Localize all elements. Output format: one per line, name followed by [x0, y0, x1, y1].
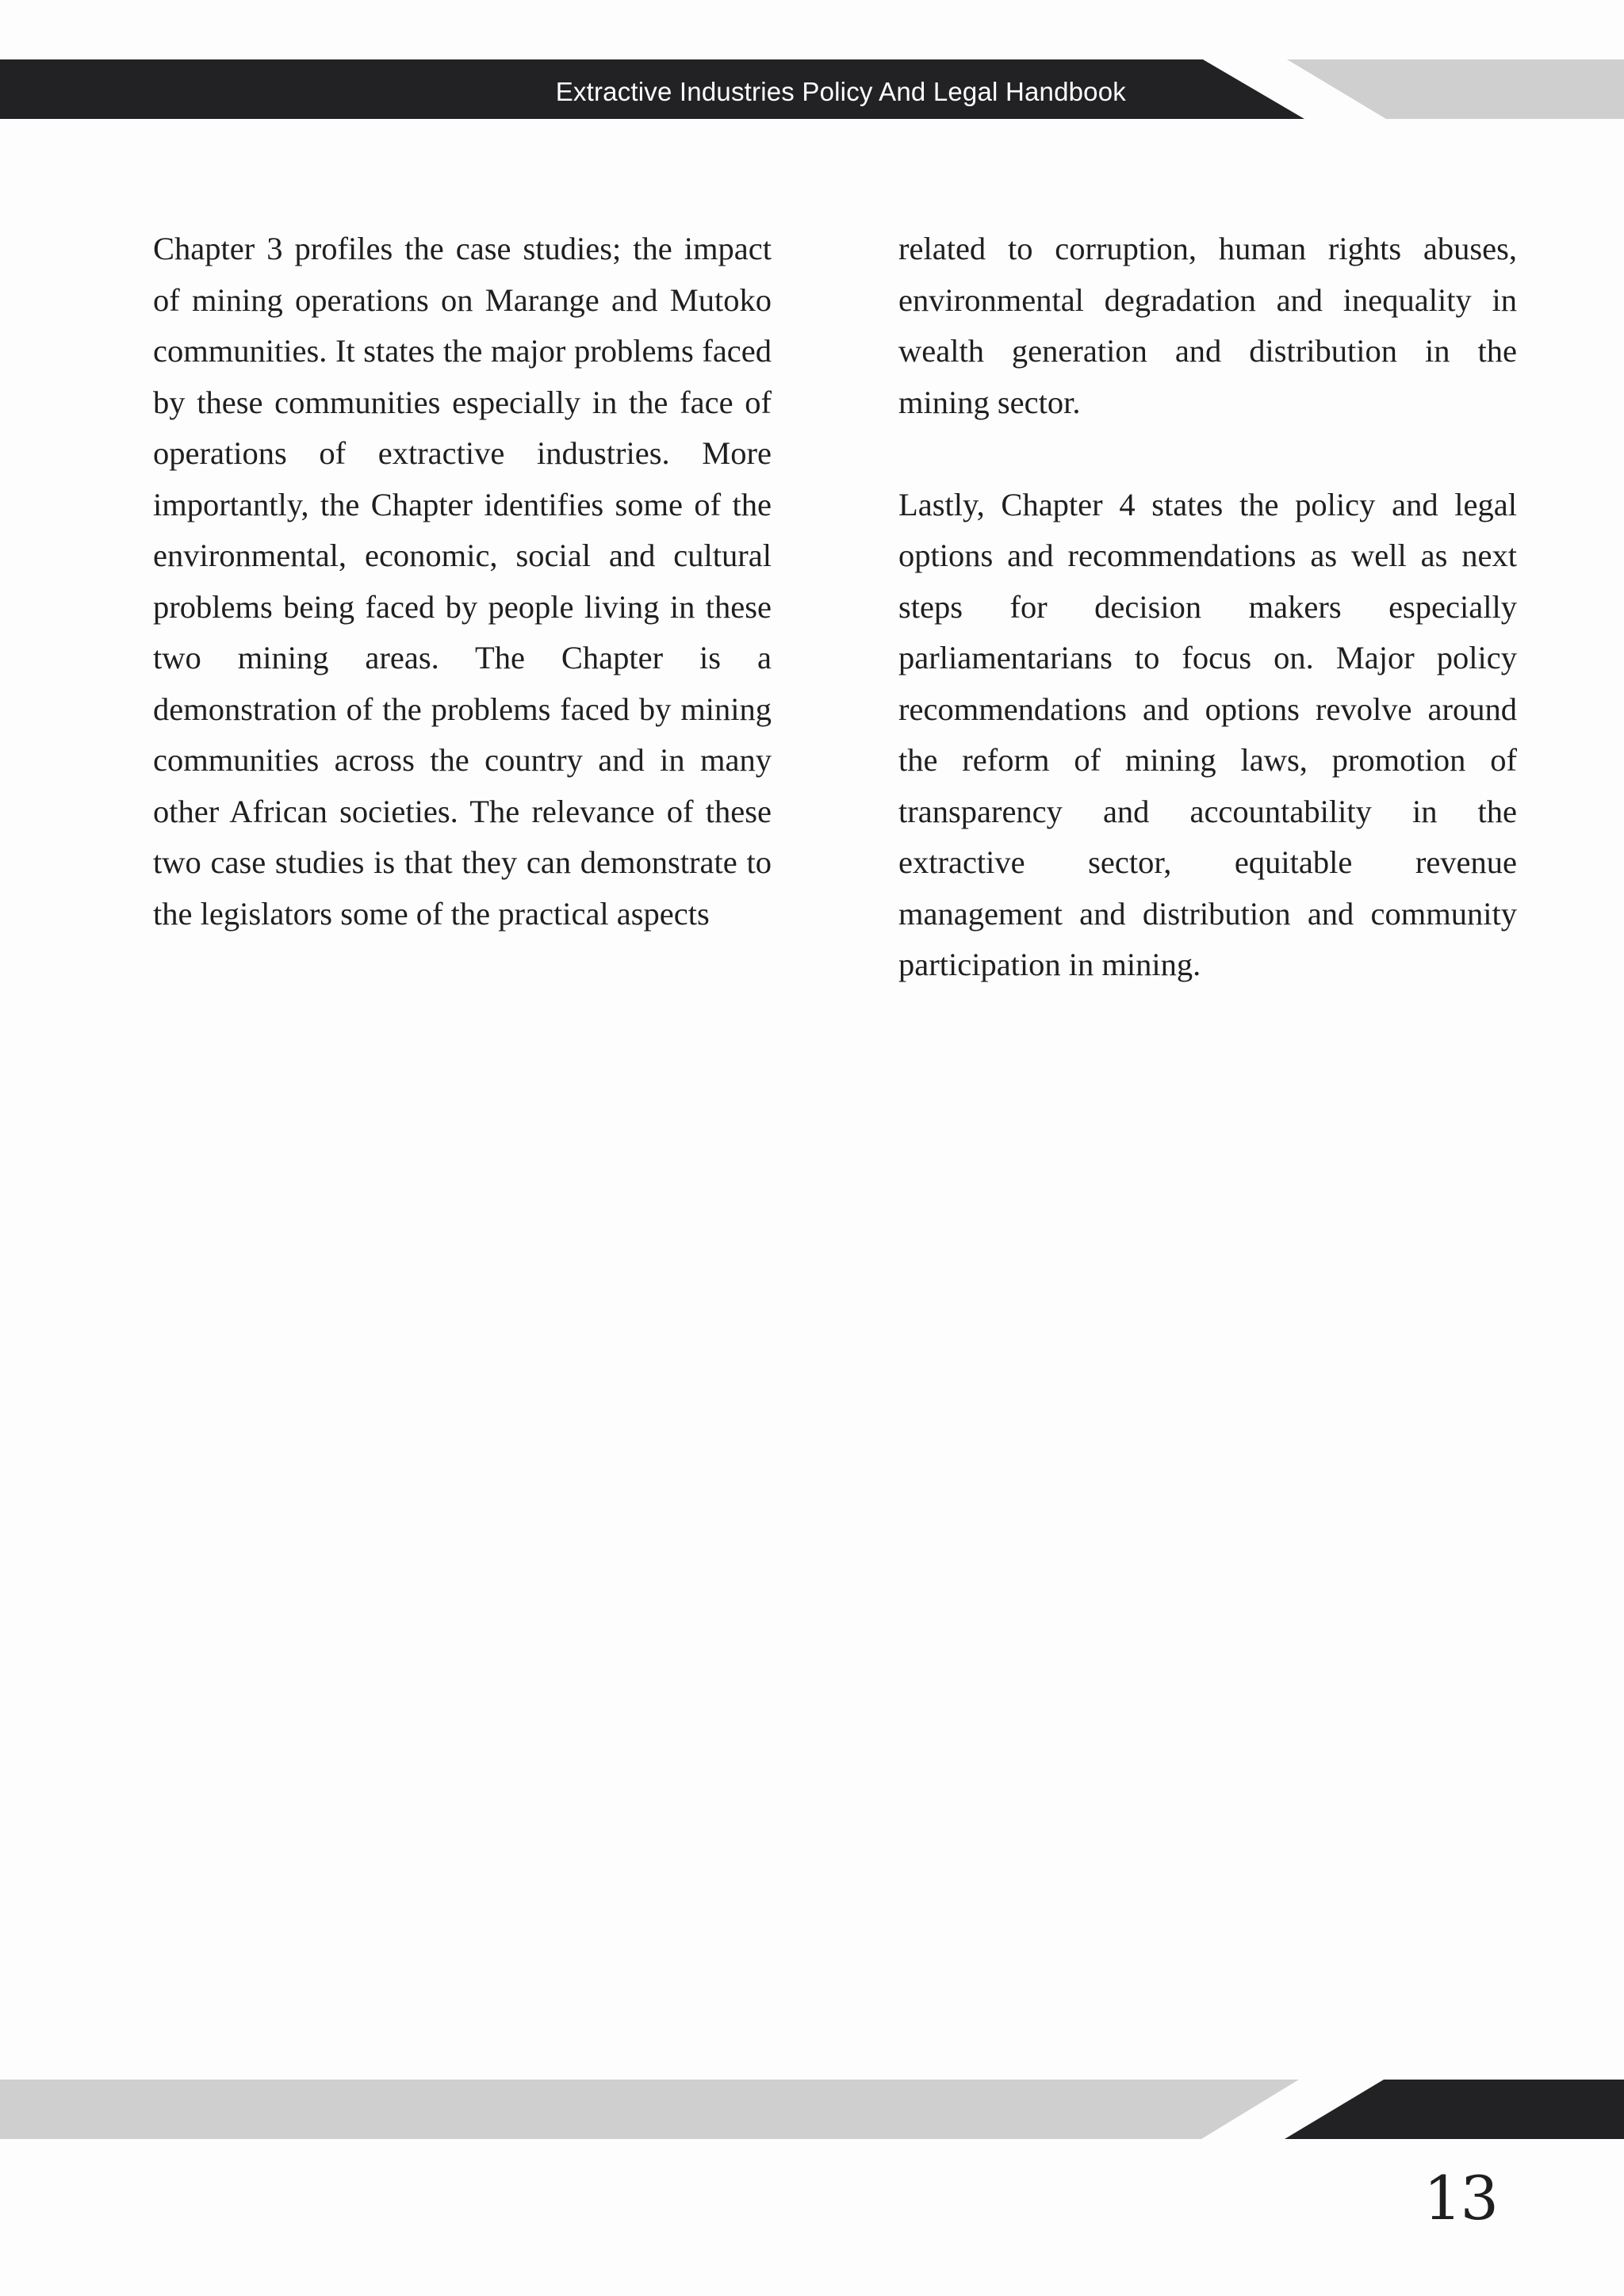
page-number: 13 — [1423, 2163, 1497, 2233]
right-column — [898, 224, 1517, 991]
body-paragraph-left: Chapter 3 profiles the case studies; the impact of mining operations on Marange and Mutoko communities. It states the major problems faced by these communities especially in the face of operations of extractive industries. More importantly, the Chapter identifies some of the environmental, economic, social and cultural problems being faced by people living in these two mining areas. The Chapter is a demonstration of the problems faced by mining communities across the country and in many other African societies. The relevance of these two case studies is that they can demonstrate to the legislators some of the practical aspects — [153, 231, 772, 932]
running-header-title: Extractive Industries Policy And Legal Handbook — [555, 77, 1126, 106]
header-accent-band — [1287, 59, 1624, 119]
body-paragraph-right-1: related to corruption, human rights abuses, environmental degradation and inequality in wealth generation and distribution in the mining sector. — [898, 231, 1517, 420]
footer-accent-band — [0, 2080, 1299, 2139]
footer-dark-band — [1285, 2080, 1624, 2139]
paragraph-spacer — [898, 428, 1517, 480]
left-column — [153, 224, 772, 939]
body-paragraph-right-2: Lastly, Chapter 4 states the policy and legal options and recommendations as well as next steps for decision makers especially parliamentarians to focus on. Major policy recommendations and options revolve around the reform of mining laws, promotion of transparency and accountability in the extractive sector, equitable revenue management and distribution and community participation in mining. — [898, 486, 1517, 982]
